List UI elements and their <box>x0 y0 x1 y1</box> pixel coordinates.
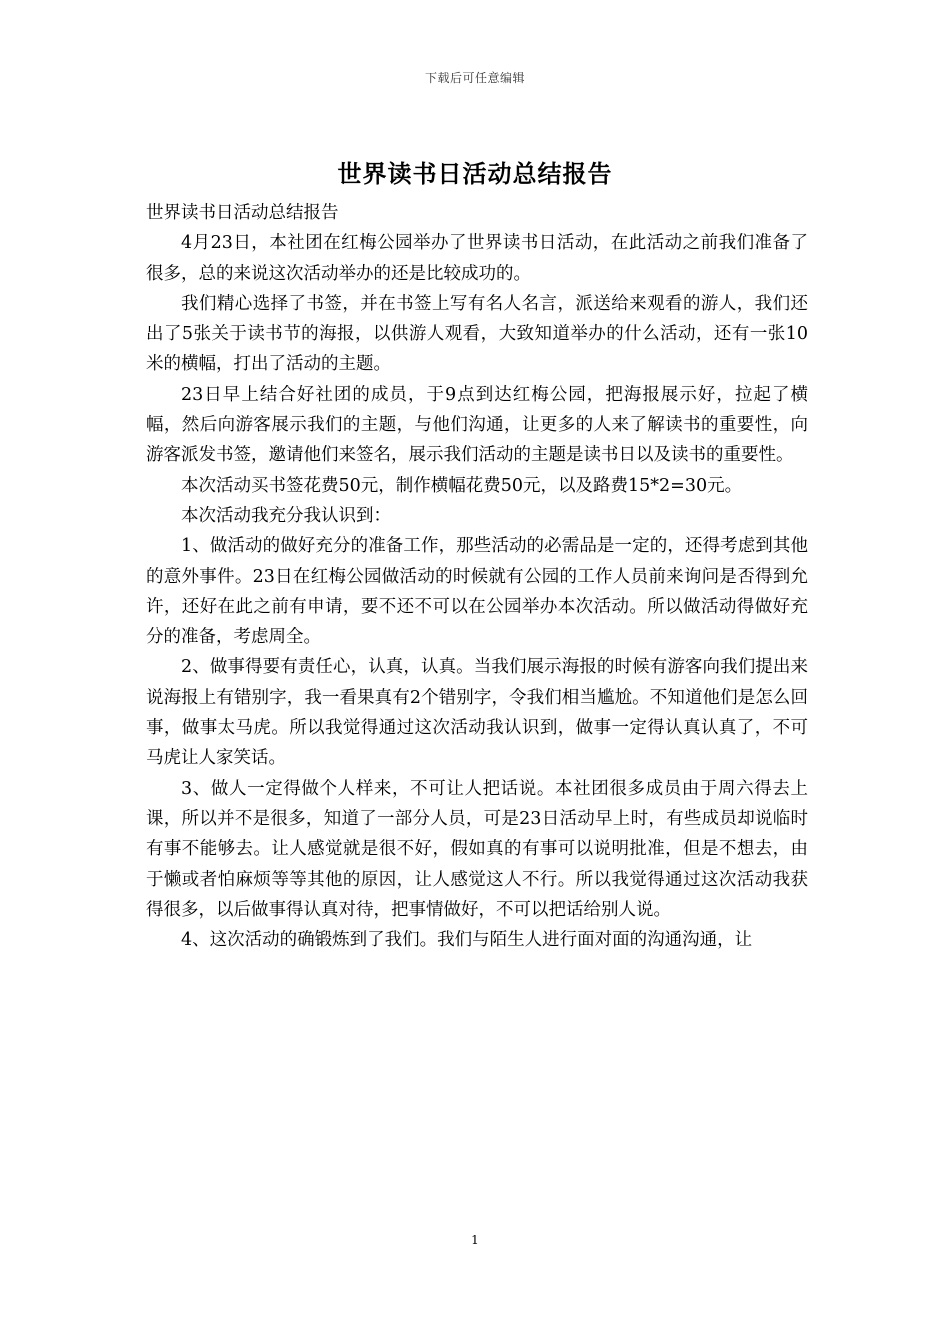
subtitle-line: 世界读书日活动总结报告 <box>146 203 339 223</box>
paragraph-realization-lead: 本次活动我充分我认识到： <box>181 505 391 526</box>
page-number: 1 <box>471 1233 479 1247</box>
paragraph-preparation: 我们精心选择了书签，并在书签上写有名人名言，派送给来观看的游人，我们还出了5张关于读书节的海报，以供游人观看，大致知道举办的什么活动，还有一张10米的横幅，打出了活动的主题。 <box>146 293 808 375</box>
paragraph-event-day: 23日早上结合好社团的成员，于9点到达红梅公园，把海报展示好，拉起了横幅，然后向游客展示我们的主题，与他们沟通，让更多的人来了解读书的重要性，向游客派发书签，邀请他们来签名，展示我们活动的主题是读书日以及读书的重要性。 <box>146 384 808 466</box>
paragraph-point-1: 1、做活动的做好充分的准备工作，那些活动的必需品是一定的，还得考虑到其他的意外事件。23日在红梅公园做活动的时候就有公园的工作人员前来询问是否得到允许，还好在此之前有申请，要不还不可以在公园举办本次活动。所以做活动得做好充分的准备，考虑周全。 <box>146 536 808 648</box>
document-title: 世界读书日活动总结报告 <box>337 159 613 188</box>
paragraph-date-intro: 4月23日，本社团在红梅公园举办了世界读书日活动，在此活动之前我们准备了很多，总的来说这次活动举办的还是比较成功的。 <box>146 233 808 284</box>
paragraph-point-4: 4、这次活动的确锻炼到了我们。我们与陌生人进行面对面的沟通沟通，让 <box>181 930 753 951</box>
paragraph-point-2: 2、做事得要有责任心，认真，认真。当我们展示海报的时候有游客向我们提出来说海报上有错别字，我一看果真有2个错别字，令我们相当尴尬。不知道他们是怎么回事，做事太马虎。所以我觉得通过这次活动我认识到，做事一定得认真认真了，不可马虎让人家笑话。 <box>146 657 808 769</box>
header-note: 下载后可任意编辑 <box>424 71 525 85</box>
document-body <box>146 198 808 955</box>
paragraph-expenses: 本次活动买书签花费50元，制作横幅花费50元，以及路费15*2=30元。 <box>181 475 743 496</box>
paragraph-point-3: 3、做人一定得做个人样来，不可让人把话说。本社团很多成员由于周六得去上课，所以并不是很多，知道了一部分人员，可是23日活动早上时，有些成员却说临时有事不能够去。让人感觉就是很不好，假如真的有事可以说明批准，但是不想去，由于懒或者怕麻烦等等其他的原因，让人感觉这人不行。所以我觉得通过这次活动我获得很多，以后做事得认真对待，把事情做好，不可以把话给别人说。 <box>146 778 808 920</box>
